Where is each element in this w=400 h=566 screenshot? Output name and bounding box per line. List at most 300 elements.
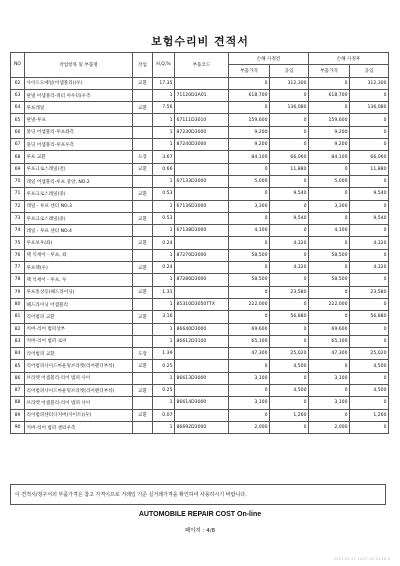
cell-la: 66,060 bbox=[350, 151, 389, 163]
table-row bbox=[11, 163, 389, 175]
cell-pb: 3,300 bbox=[229, 200, 270, 212]
cell-work bbox=[133, 335, 153, 347]
cell-pb: 159,600 bbox=[229, 114, 270, 126]
cell-pb: 0 bbox=[229, 77, 270, 89]
cell-code: 67136D3000 bbox=[175, 200, 229, 212]
table-row bbox=[11, 139, 389, 151]
cell-pa: 0 bbox=[309, 102, 350, 114]
cell-item: 루프크로스레일(중) bbox=[25, 188, 133, 200]
cell-la: 4,500 bbox=[350, 360, 389, 372]
cell-no: 89 bbox=[11, 409, 25, 421]
cell-pb: 0 bbox=[229, 237, 270, 249]
cell-hq: 0.24 bbox=[153, 262, 175, 274]
table-row bbox=[11, 77, 389, 89]
cell-code bbox=[175, 77, 229, 89]
cell-item: 몰딩 어셈블리-루프좌측 bbox=[25, 126, 133, 138]
cell-lb: 0 bbox=[270, 200, 309, 212]
cell-lb: 0 bbox=[270, 249, 309, 261]
table-row bbox=[11, 421, 389, 433]
cell-pb: 0 bbox=[229, 188, 270, 200]
cell-code: 67133D3000 bbox=[175, 175, 229, 187]
cell-code: 71120D3A01 bbox=[175, 89, 229, 101]
cell-pa: 0 bbox=[309, 360, 350, 372]
cell-pa: 58,500 bbox=[309, 249, 350, 261]
cell-item: 루프크로스레일(중) bbox=[25, 212, 133, 224]
cell-pa: 3,100 bbox=[309, 397, 350, 409]
cell-hq: 3.67 bbox=[153, 151, 175, 163]
cell-pa: 4,100 bbox=[309, 225, 350, 237]
cell-lb: 0 bbox=[270, 421, 309, 433]
cell-item: 레일 어셈블리-루프 중앙, NO.2 bbox=[25, 175, 133, 187]
table-row bbox=[11, 397, 389, 409]
cell-pa: 2,000 bbox=[309, 421, 350, 433]
cell-la: 136,080 bbox=[350, 102, 389, 114]
cell-pb: 0 bbox=[229, 163, 270, 175]
cell-item: 리어범퍼사이드마운팅브라켓(리어펜더부착) bbox=[25, 385, 133, 397]
cell-lb: 0 bbox=[270, 175, 309, 187]
cell-no: 82 bbox=[11, 323, 25, 335]
cell-pa: 0 bbox=[309, 385, 350, 397]
print-stamp: 2021-05-31 10:37:10 V1.18.0 bbox=[333, 556, 390, 561]
cell-hq: 1 bbox=[153, 335, 175, 347]
cell-code: 86613D3000 bbox=[175, 372, 229, 384]
cell-work bbox=[133, 249, 153, 261]
header-work: 작업 bbox=[133, 53, 153, 78]
cell-la: 1,260 bbox=[350, 409, 389, 421]
cell-work bbox=[133, 175, 153, 187]
cell-pa: 0 bbox=[309, 212, 350, 224]
cell-item: 루프랙(우) bbox=[25, 262, 133, 274]
cell-hq: 1 bbox=[153, 298, 175, 310]
cell-no: 85 bbox=[11, 360, 25, 372]
cell-pb: 9,200 bbox=[229, 139, 270, 151]
cell-code: 86612D3100 bbox=[175, 335, 229, 347]
table-row bbox=[11, 286, 389, 298]
cell-code bbox=[175, 188, 229, 200]
cell-pb: 3,100 bbox=[229, 372, 270, 384]
cell-lb: 1,260 bbox=[270, 409, 309, 421]
cell-la: 4,320 bbox=[350, 262, 389, 274]
cell-lb: 136,080 bbox=[270, 102, 309, 114]
cell-item: 몰딩 어셈블리-루프우측 bbox=[25, 139, 133, 151]
cell-pb: 5,000 bbox=[229, 175, 270, 187]
cell-la: 0 bbox=[350, 249, 389, 261]
cell-la: 0 bbox=[350, 200, 389, 212]
table-row bbox=[11, 385, 389, 397]
cell-pb: 58,500 bbox=[229, 249, 270, 261]
cell-work: 교환 bbox=[133, 237, 153, 249]
cell-no: 74 bbox=[11, 225, 25, 237]
cell-work: 교환 bbox=[133, 102, 153, 114]
cell-work: 교환 bbox=[133, 188, 153, 200]
cell-item: 브라켓 어셈블리-리어 범퍼 사이 bbox=[25, 372, 133, 384]
cell-code bbox=[175, 151, 229, 163]
cell-lb: 4,320 bbox=[270, 237, 309, 249]
header-after: 손해 사정후 bbox=[309, 53, 389, 65]
cell-no: 73 bbox=[11, 212, 25, 224]
cell-hq: 1 bbox=[153, 249, 175, 261]
cell-pa: 58,500 bbox=[309, 274, 350, 286]
cell-no: 88 bbox=[11, 397, 25, 409]
cell-la: 0 bbox=[350, 175, 389, 187]
table-row bbox=[11, 102, 389, 114]
cell-item: 루프통상등(헤드라이닝) bbox=[25, 286, 133, 298]
cell-work bbox=[133, 298, 153, 310]
cell-lb: 56,880 bbox=[270, 311, 309, 323]
cell-pb: 0 bbox=[229, 311, 270, 323]
cell-pa: 3,300 bbox=[309, 200, 350, 212]
cell-item: 루프레일 bbox=[25, 102, 133, 114]
table-row bbox=[11, 274, 389, 286]
cell-pb: 84,100 bbox=[229, 151, 270, 163]
cell-item: 루프 교환 bbox=[25, 151, 133, 163]
cell-code bbox=[175, 409, 229, 421]
cell-pa: 222,000 bbox=[309, 298, 350, 310]
estimate-table bbox=[10, 52, 389, 434]
cell-hq: 1 bbox=[153, 89, 175, 101]
table-row bbox=[11, 249, 389, 261]
table-row bbox=[11, 200, 389, 212]
header-part-price-before: 부품가격 bbox=[229, 65, 270, 77]
cell-item: 랙 익세어 - 루프, 우 bbox=[25, 274, 133, 286]
cell-la: 312,300 bbox=[350, 77, 389, 89]
cell-pa: 0 bbox=[309, 409, 350, 421]
cell-la: 56,880 bbox=[350, 311, 389, 323]
cell-pb: 47,300 bbox=[229, 348, 270, 360]
cell-no: 66 bbox=[11, 126, 25, 138]
cell-lb: 4,500 bbox=[270, 360, 309, 372]
table-row bbox=[11, 298, 389, 310]
cell-no: 68 bbox=[11, 151, 25, 163]
cell-lb: 9,540 bbox=[270, 188, 309, 200]
table-row bbox=[11, 188, 389, 200]
cell-work bbox=[133, 274, 153, 286]
table-row bbox=[11, 348, 389, 360]
cell-item: 리어범퍼 교환 bbox=[25, 311, 133, 323]
cell-hq: 1 bbox=[153, 225, 175, 237]
cell-item: 판넬 어셈블리-쿼터 아우터(우측 bbox=[25, 89, 133, 101]
cell-pa: 0 bbox=[309, 286, 350, 298]
cell-work bbox=[133, 114, 153, 126]
cell-hq: 0.53 bbox=[153, 188, 175, 200]
cell-lb: 0 bbox=[270, 114, 309, 126]
cell-la: 9,540 bbox=[350, 212, 389, 224]
cell-pb: 0 bbox=[229, 286, 270, 298]
cell-code: 87240D3000 bbox=[175, 139, 229, 151]
cell-code: 67111D3010 bbox=[175, 114, 229, 126]
cell-pb: 69,600 bbox=[229, 323, 270, 335]
cell-hq: 1.31 bbox=[153, 286, 175, 298]
cell-pb: 65,100 bbox=[229, 335, 270, 347]
cell-item: 리어범퍼센터디커버(사이트)(우) bbox=[25, 409, 133, 421]
cell-pa: 159,600 bbox=[309, 114, 350, 126]
cell-la: 25,020 bbox=[350, 348, 389, 360]
cell-pb: 0 bbox=[229, 262, 270, 274]
cell-no: 65 bbox=[11, 114, 25, 126]
cell-item: 커버-리어 범퍼 센터우측 bbox=[25, 421, 133, 433]
cell-no: 77 bbox=[11, 262, 25, 274]
footer-title: AUTOMOBILE REPAIR COST On-line bbox=[138, 511, 262, 518]
cell-no: 62 bbox=[11, 77, 25, 89]
cell-la: 4,500 bbox=[350, 385, 389, 397]
cell-no: 71 bbox=[11, 188, 25, 200]
cell-no: 75 bbox=[11, 237, 25, 249]
cell-pa: 0 bbox=[309, 77, 350, 89]
cell-code bbox=[175, 311, 229, 323]
cell-hq: 1 bbox=[153, 372, 175, 384]
cell-item: 커버-리어 범퍼 로어 bbox=[25, 335, 133, 347]
cell-code bbox=[175, 360, 229, 372]
cell-work bbox=[133, 89, 153, 101]
cell-lb: 0 bbox=[270, 372, 309, 384]
cell-lb: 0 bbox=[270, 397, 309, 409]
cell-pa: 618,700 bbox=[309, 89, 350, 101]
cell-la: 0 bbox=[350, 225, 389, 237]
cell-hq: 0.66 bbox=[153, 163, 175, 175]
price-notice: 이 견적서/청구서의 부품가격은 참고 가격이므로 거래일 기준 실거래가격을 확인하여 사용하시기 바랍니다. bbox=[10, 484, 386, 505]
cell-work: 교환 bbox=[133, 311, 153, 323]
cell-no: 86 bbox=[11, 372, 25, 384]
cell-code bbox=[175, 102, 229, 114]
header-code: 부품코드 bbox=[175, 53, 229, 78]
cell-item: 리어범퍼 교환 bbox=[25, 348, 133, 360]
cell-work: 교환 bbox=[133, 286, 153, 298]
table-row bbox=[11, 409, 389, 421]
table-row bbox=[11, 212, 389, 224]
table-row bbox=[11, 237, 389, 249]
cell-la: 0 bbox=[350, 372, 389, 384]
table-row bbox=[11, 372, 389, 384]
table-row bbox=[11, 311, 389, 323]
cell-work: 교환 bbox=[133, 77, 153, 89]
header-labor-before: 공임 bbox=[270, 65, 309, 77]
cell-item: 사이드도메일(어셈블리)(우) bbox=[25, 77, 133, 89]
cell-code bbox=[175, 348, 229, 360]
cell-code: 85310D3050TTX bbox=[175, 298, 229, 310]
cell-pb: 0 bbox=[229, 360, 270, 372]
cell-pb: 3,100 bbox=[229, 397, 270, 409]
cell-hq: 1 bbox=[153, 421, 175, 433]
cell-no: 84 bbox=[11, 348, 25, 360]
cell-work bbox=[133, 421, 153, 433]
cell-item: 랙 익세어 - 루프, 좌 bbox=[25, 249, 133, 261]
cell-hq: 0.53 bbox=[153, 212, 175, 224]
table-row bbox=[11, 89, 389, 101]
cell-work: 도장 bbox=[133, 151, 153, 163]
cell-item: 브라켓 어셈블리-리어 범퍼 사이 bbox=[25, 397, 133, 409]
header-hq: H,Q,% bbox=[153, 53, 175, 78]
cell-la: 0 bbox=[350, 139, 389, 151]
cell-pa: 65,100 bbox=[309, 335, 350, 347]
cell-item: 판넬-루프 bbox=[25, 114, 133, 126]
cell-item: 레일 - 루프 센터 NO.3 bbox=[25, 200, 133, 212]
cell-lb: 4,500 bbox=[270, 385, 309, 397]
cell-item: 루프보우(좌) bbox=[25, 237, 133, 249]
cell-hq: 0.25 bbox=[153, 360, 175, 372]
cell-hq: 1 bbox=[153, 139, 175, 151]
cell-no: 69 bbox=[11, 163, 25, 175]
cell-code bbox=[175, 385, 229, 397]
cell-item: 루프크로스레일(전) bbox=[25, 163, 133, 175]
cell-work bbox=[133, 372, 153, 384]
table-row bbox=[11, 151, 389, 163]
cell-no: 76 bbox=[11, 249, 25, 261]
cell-pb: 4,100 bbox=[229, 225, 270, 237]
cell-hq: 1 bbox=[153, 200, 175, 212]
cell-la: 4,320 bbox=[350, 237, 389, 249]
cell-item: 리어범퍼사이드마운팅브라켓(리어펜더부착) bbox=[25, 360, 133, 372]
cell-lb: 0 bbox=[270, 335, 309, 347]
cell-lb: 66,060 bbox=[270, 151, 309, 163]
cell-no: 83 bbox=[11, 335, 25, 347]
cell-work: 도장 bbox=[133, 348, 153, 360]
cell-lb: 0 bbox=[270, 274, 309, 286]
table-row bbox=[11, 262, 389, 274]
header-item: 작업항목 및 부품명 bbox=[25, 53, 133, 78]
table-row bbox=[11, 175, 389, 187]
header-part-price-after: 부품가격 bbox=[309, 65, 350, 77]
cell-la: 0 bbox=[350, 89, 389, 101]
cell-code: 87280D3000 bbox=[175, 274, 229, 286]
cell-lb: 9,540 bbox=[270, 212, 309, 224]
cell-lb: 0 bbox=[270, 139, 309, 151]
cell-work bbox=[133, 225, 153, 237]
cell-hq: 0.24 bbox=[153, 237, 175, 249]
cell-code bbox=[175, 237, 229, 249]
cell-code: 86692D3000 bbox=[175, 421, 229, 433]
cell-code: 86640D3000 bbox=[175, 323, 229, 335]
table-row bbox=[11, 323, 389, 335]
cell-pb: 222,000 bbox=[229, 298, 270, 310]
cell-no: 79 bbox=[11, 286, 25, 298]
cell-pa: 47,300 bbox=[309, 348, 350, 360]
cell-hq: 1.39 bbox=[153, 348, 175, 360]
cell-work bbox=[133, 397, 153, 409]
cell-pb: 9,200 bbox=[229, 126, 270, 138]
cell-work bbox=[133, 139, 153, 151]
cell-work: 교환 bbox=[133, 163, 153, 175]
cell-hq: 17.35 bbox=[153, 77, 175, 89]
cell-code bbox=[175, 163, 229, 175]
cell-code: 87270D3000 bbox=[175, 249, 229, 261]
table-row bbox=[11, 126, 389, 138]
cell-pa: 84,100 bbox=[309, 151, 350, 163]
table-row bbox=[11, 114, 389, 126]
cell-code: 86614D3000 bbox=[175, 397, 229, 409]
cell-pa: 3,100 bbox=[309, 372, 350, 384]
cell-lb: 0 bbox=[270, 225, 309, 237]
cell-la: 0 bbox=[350, 397, 389, 409]
cell-work: 교환 bbox=[133, 409, 153, 421]
cell-la: 0 bbox=[350, 421, 389, 433]
cell-item: 레일 - 루프 센터 NO.4 bbox=[25, 225, 133, 237]
cell-work bbox=[133, 200, 153, 212]
cell-pb: 0 bbox=[229, 385, 270, 397]
cell-code bbox=[175, 212, 229, 224]
cell-lb: 312,300 bbox=[270, 77, 309, 89]
cell-no: 72 bbox=[11, 200, 25, 212]
cell-la: 0 bbox=[350, 298, 389, 310]
cell-hq: 1 bbox=[153, 126, 175, 138]
cell-no: 87 bbox=[11, 385, 25, 397]
cell-hq: 1 bbox=[153, 175, 175, 187]
cell-hq: 7.56 bbox=[153, 102, 175, 114]
cell-pb: 618,700 bbox=[229, 89, 270, 101]
table-row bbox=[11, 335, 389, 347]
cell-work: 교환 bbox=[133, 360, 153, 372]
cell-no: 64 bbox=[11, 102, 25, 114]
cell-pa: 5,000 bbox=[309, 175, 350, 187]
cell-lb: 0 bbox=[270, 298, 309, 310]
cell-pb: 0 bbox=[229, 212, 270, 224]
cell-no: 67 bbox=[11, 139, 25, 151]
cell-code bbox=[175, 262, 229, 274]
page-number: 페이지 : 4/8 bbox=[184, 528, 216, 534]
cell-hq: 1 bbox=[153, 397, 175, 409]
cell-hq: 0.25 bbox=[153, 385, 175, 397]
cell-la: 9,540 bbox=[350, 188, 389, 200]
cell-hq: 1 bbox=[153, 274, 175, 286]
cell-no: 63 bbox=[11, 89, 25, 101]
cell-pa: 0 bbox=[309, 188, 350, 200]
cell-la: 11,880 bbox=[350, 163, 389, 175]
table-row bbox=[11, 225, 389, 237]
cell-pa: 0 bbox=[309, 262, 350, 274]
cell-la: 0 bbox=[350, 126, 389, 138]
cell-code: 67138D3000 bbox=[175, 225, 229, 237]
cell-work bbox=[133, 126, 153, 138]
cell-no: 80 bbox=[11, 298, 25, 310]
cell-work: 교환 bbox=[133, 385, 153, 397]
cell-work: 교환 bbox=[133, 262, 153, 274]
cell-pa: 0 bbox=[309, 311, 350, 323]
cell-pb: 0 bbox=[229, 102, 270, 114]
cell-lb: 25,020 bbox=[270, 348, 309, 360]
cell-pb: 58,500 bbox=[229, 274, 270, 286]
cell-pb: 2,000 bbox=[229, 421, 270, 433]
table-row bbox=[11, 360, 389, 372]
cell-pa: 9,200 bbox=[309, 126, 350, 138]
cell-hq: 1 bbox=[153, 114, 175, 126]
cell-la: 0 bbox=[350, 323, 389, 335]
cell-la: 0 bbox=[350, 335, 389, 347]
header-before: 손해 사정전 bbox=[229, 53, 309, 65]
cell-hq: 0.07 bbox=[153, 409, 175, 421]
cell-la: 0 bbox=[350, 114, 389, 126]
cell-hq: 3.16 bbox=[153, 311, 175, 323]
cell-lb: 23,580 bbox=[270, 286, 309, 298]
document-title: 보험수리비 견적서 bbox=[151, 35, 249, 48]
cell-no: 70 bbox=[11, 175, 25, 187]
cell-pa: 69,600 bbox=[309, 323, 350, 335]
cell-code bbox=[175, 286, 229, 298]
cell-pa: 0 bbox=[309, 237, 350, 249]
cell-pa: 0 bbox=[309, 163, 350, 175]
cell-lb: 4,320 bbox=[270, 262, 309, 274]
cell-la: 23,580 bbox=[350, 286, 389, 298]
cell-lb: 0 bbox=[270, 89, 309, 101]
cell-la: 0 bbox=[350, 274, 389, 286]
cell-item: 헤드라이닝 어셈블리 bbox=[25, 298, 133, 310]
cell-item: 커버-리어 범퍼상부 bbox=[25, 323, 133, 335]
header-labor-after: 공임 bbox=[350, 65, 389, 77]
cell-pa: 9,200 bbox=[309, 139, 350, 151]
cell-work: 교환 bbox=[133, 212, 153, 224]
cell-hq: 1 bbox=[153, 323, 175, 335]
cell-code: 87230D3000 bbox=[175, 126, 229, 138]
cell-no: 90 bbox=[11, 421, 25, 433]
header-no: NO bbox=[11, 53, 25, 78]
